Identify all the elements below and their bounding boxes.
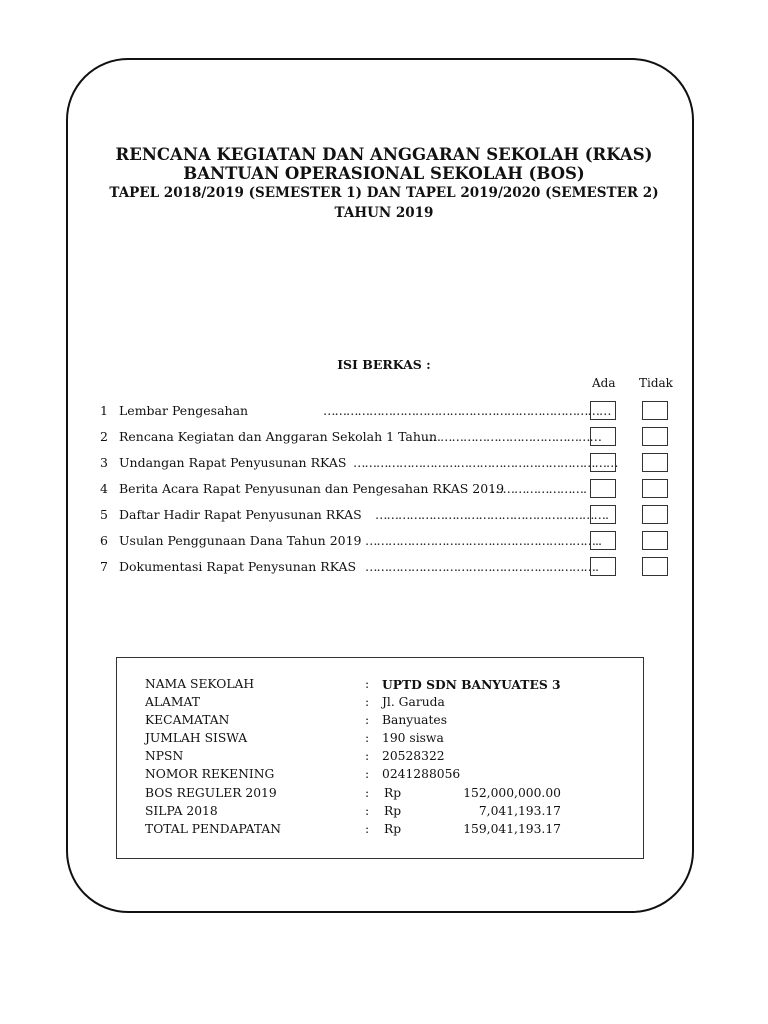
- info-value: Jl. Garuda: [382, 695, 445, 709]
- currency-label: Rp: [384, 822, 402, 836]
- checkbox-ada[interactable]: [590, 505, 616, 524]
- info-value: 190 siswa: [382, 731, 444, 745]
- school-info-box: [116, 657, 644, 859]
- document-year: TAHUN 2019: [334, 205, 434, 221]
- info-key: TOTAL PENDAPATAN: [145, 822, 282, 836]
- column-header-tidak: Tidak: [639, 376, 673, 390]
- info-key: BOS REGULER 2019: [145, 786, 277, 800]
- item-dots: …………………………………………: [417, 429, 601, 444]
- item-dots: ……………………………………………………..: [365, 533, 601, 548]
- checkbox-tidak[interactable]: [642, 557, 668, 576]
- item-number: 1: [100, 403, 108, 418]
- item-label: Daftar Hadir Rapat Penyusunan RKAS: [119, 507, 362, 522]
- document-subtitle: BANTUAN OPERASIONAL SEKOLAH (BOS): [183, 164, 585, 183]
- item-dots: …………………………………………………….: [375, 507, 608, 522]
- info-key: NOMOR REKENING: [145, 767, 275, 781]
- checklist-item: [0, 479, 768, 503]
- checkbox-tidak[interactable]: [642, 401, 668, 420]
- info-row-district: [117, 713, 645, 731]
- checklist-item: [0, 453, 768, 477]
- item-dots: …………………….: [491, 481, 586, 496]
- item-dots: …………………………………………………….: [365, 559, 598, 574]
- info-colon: :: [365, 804, 370, 818]
- checkbox-tidak[interactable]: [642, 453, 668, 472]
- item-number: 6: [100, 533, 108, 548]
- document-period: TAPEL 2018/2019 (SEMESTER 1) DAN TAPEL 2019/2020 (SEMESTER 2): [109, 185, 659, 201]
- amount-value: 159,041,193.17: [463, 822, 561, 836]
- currency-label: Rp: [384, 786, 402, 800]
- info-colon: :: [365, 767, 370, 781]
- info-row-account: [117, 767, 645, 785]
- item-label: Undangan Rapat Penyusunan RKAS: [119, 455, 347, 470]
- checkbox-ada[interactable]: [590, 453, 616, 472]
- info-colon: :: [365, 786, 370, 800]
- item-label: Rencana Kegiatan dan Anggaran Sekolah 1 Tahun: [119, 429, 438, 444]
- info-colon: :: [365, 731, 370, 745]
- checklist-title: ISI BERKAS :: [337, 357, 431, 372]
- checkbox-tidak[interactable]: [642, 427, 668, 446]
- checkbox-tidak[interactable]: [642, 479, 668, 498]
- info-key: SILPA 2018: [145, 804, 218, 818]
- amount-value: 7,041,193.17: [478, 804, 561, 818]
- currency-label: Rp: [384, 804, 402, 818]
- document-title: RENCANA KEGIATAN DAN ANGGARAN SEKOLAH (RKAS): [115, 145, 653, 164]
- info-row-bos-reguler: [117, 786, 645, 804]
- item-label: Lembar Pengesahan: [119, 403, 249, 418]
- item-number: 5: [100, 507, 108, 522]
- item-number: 4: [100, 481, 108, 496]
- checkbox-tidak[interactable]: [642, 505, 668, 524]
- item-number: 3: [100, 455, 108, 470]
- info-row-students: [117, 731, 645, 749]
- info-key: JUMLAH SISWA: [145, 731, 248, 745]
- info-value: UPTD SDN BANYUATES 3: [382, 677, 561, 692]
- item-label: Berita Acara Rapat Penyusunan dan Pengesahan RKAS 2019: [119, 481, 505, 496]
- info-key: ALAMAT: [145, 695, 200, 709]
- item-dots: ……………………………………………………………: [353, 455, 618, 470]
- item-number: 2: [100, 429, 108, 444]
- info-key: NAMA SEKOLAH: [145, 677, 255, 691]
- info-value: 0241288056: [382, 767, 461, 781]
- info-row-npsn: [117, 749, 645, 767]
- info-value: Banyuates: [382, 713, 448, 727]
- info-colon: :: [365, 749, 370, 763]
- item-dots: …………………………………………………………………: [323, 403, 611, 418]
- info-key: NPSN: [145, 749, 184, 763]
- amount-value: 152,000,000.00: [463, 786, 561, 800]
- info-key: KECAMATAN: [145, 713, 230, 727]
- info-row-total: [117, 822, 645, 840]
- info-colon: :: [365, 822, 370, 836]
- info-colon: :: [365, 713, 370, 727]
- info-row-silpa: [117, 804, 645, 822]
- info-colon: :: [365, 677, 370, 691]
- checklist-item: [0, 531, 768, 555]
- checkbox-ada[interactable]: [590, 557, 616, 576]
- checkbox-ada[interactable]: [590, 401, 616, 420]
- item-number: 7: [100, 559, 108, 574]
- checkbox-ada[interactable]: [590, 427, 616, 446]
- checklist-item: [0, 557, 768, 581]
- info-row-address: [117, 695, 645, 713]
- checklist-item: [0, 505, 768, 529]
- info-colon: :: [365, 695, 370, 709]
- checkbox-tidak[interactable]: [642, 531, 668, 550]
- info-row-school-name: [117, 677, 645, 695]
- info-value: 20528322: [382, 749, 445, 763]
- item-label: Usulan Penggunaan Dana Tahun 2019: [119, 533, 362, 548]
- checklist-item: [0, 401, 768, 425]
- item-label: Dokumentasi Rapat Penysunan RKAS: [119, 559, 357, 574]
- checkbox-ada[interactable]: [590, 479, 616, 498]
- checkbox-ada[interactable]: [590, 531, 616, 550]
- column-header-ada: Ada: [592, 376, 616, 390]
- checklist-item: [0, 427, 768, 451]
